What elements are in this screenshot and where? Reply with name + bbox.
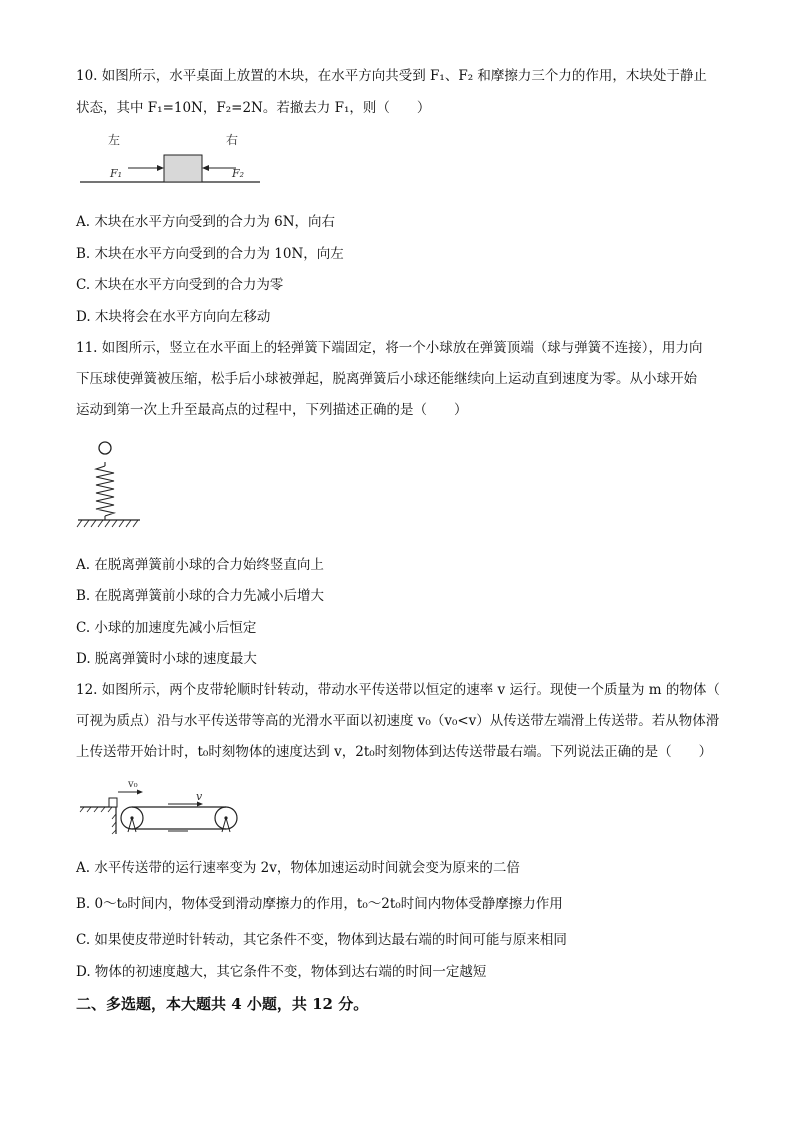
- q10-f2-arrowhead: [202, 165, 209, 171]
- q12-text-line3: 上传送带开始计时，t₀时刻物体的速度达到 v，2t₀时刻物体到达传送带最右端。下列说法正确的是（ ）: [76, 744, 713, 760]
- q10-block-figure: [76, 130, 266, 192]
- q11-spring-figure: [76, 436, 146, 532]
- q10-wood-block: [164, 155, 202, 182]
- q11-text-line1: 11. 如图所示，竖立在水平面上的轻弹簧下端固定，将一个小球放在弹簧顶端（球与弹簧不连接），用力向: [76, 340, 703, 356]
- q12-object: [109, 798, 117, 807]
- q10-f2-label: F₂: [232, 167, 245, 180]
- q11-ground-hatch: [77, 520, 138, 527]
- q11-spring: [96, 466, 114, 516]
- q10-option-b: B. 木块在水平方向受到的合力为 10N，向左: [76, 246, 344, 262]
- q12-option-d: D. 物体的初速度越大，其它条件不变，物体到达右端的时间一定越短: [76, 964, 487, 980]
- q12-v0-label: v₀: [128, 779, 138, 790]
- q11-text-line2: 下压球使弹簧被压缩，松手后小球被弹起，脱离弹簧后小球还能继续向上运动直到速度为零。从小球开始: [76, 371, 697, 387]
- q12-text-line1: 12. 如图所示，两个皮带轮顺时针转动，带动水平传送带以恒定的速率 v 运行。现使一个质量为 m 的物体（: [76, 682, 720, 698]
- q10-text-line2: 状态，其中 F₁=10N，F₂=2N。若撤去力 F₁，则（ ）: [76, 100, 431, 116]
- q12-conveyor-figure: [76, 774, 256, 838]
- q11-option-a: A. 在脱离弹簧前小球的合力始终竖直向上: [76, 557, 324, 573]
- q11-text-line3: 运动到第一次上升至最高点的过程中，下列描述正确的是（ ）: [76, 402, 468, 418]
- q12-option-a: A. 水平传送带的运行速率变为 2v，物体加速运动时间就会变为原来的二倍: [76, 860, 520, 876]
- q10-option-c: C. 木块在水平方向受到的合力为零: [76, 277, 284, 293]
- q12-text-line2: 可视为质点）沿与水平传送带等高的光滑水平面以初速度 v₀（v₀<v）从传送带左端滑上传送带。若从物体滑: [76, 713, 720, 729]
- q10-option-d: D. 木块将会在水平方向向左移动: [76, 309, 271, 325]
- q10-text-line1: 10. 如图所示，水平桌面上放置的木块，在水平方向共受到 F₁、F₂ 和摩擦力三个力的作用，木块处于静止: [76, 68, 707, 84]
- q11-option-d: D. 脱离弹簧时小球的速度最大: [76, 651, 257, 667]
- q12-right-support: [222, 818, 230, 832]
- q11-option-b: B. 在脱离弹簧前小球的合力先减小后增大: [76, 588, 325, 604]
- q12-left-support: [128, 818, 136, 832]
- q10-right-label: 右: [226, 133, 239, 147]
- section2-heading: 二、多选题，本大题共 4 小题，共 12 分。: [76, 995, 369, 1013]
- q10-f1-label: F₁: [110, 167, 123, 180]
- q11-ball: [99, 442, 111, 454]
- q12-v-label: v: [196, 790, 203, 803]
- q12-option-c: C. 如果使皮带逆时针转动，其它条件不变，物体到达最右端的时间可能与原来相同: [76, 932, 567, 948]
- q11-option-c: C. 小球的加速度先减小后恒定: [76, 620, 257, 636]
- q10-option-a: A. 木块在水平方向受到的合力为 6N，向右: [76, 214, 336, 230]
- q12-option-b: B. 0～t₀时间内，物体受到滑动摩擦力的作用，t₀～2t₀时间内物体受静摩擦力作用: [76, 896, 563, 912]
- q10-left-label: 左: [108, 133, 121, 147]
- q10-f1-arrowhead: [157, 165, 164, 171]
- q12-platform-hatch: [80, 807, 116, 834]
